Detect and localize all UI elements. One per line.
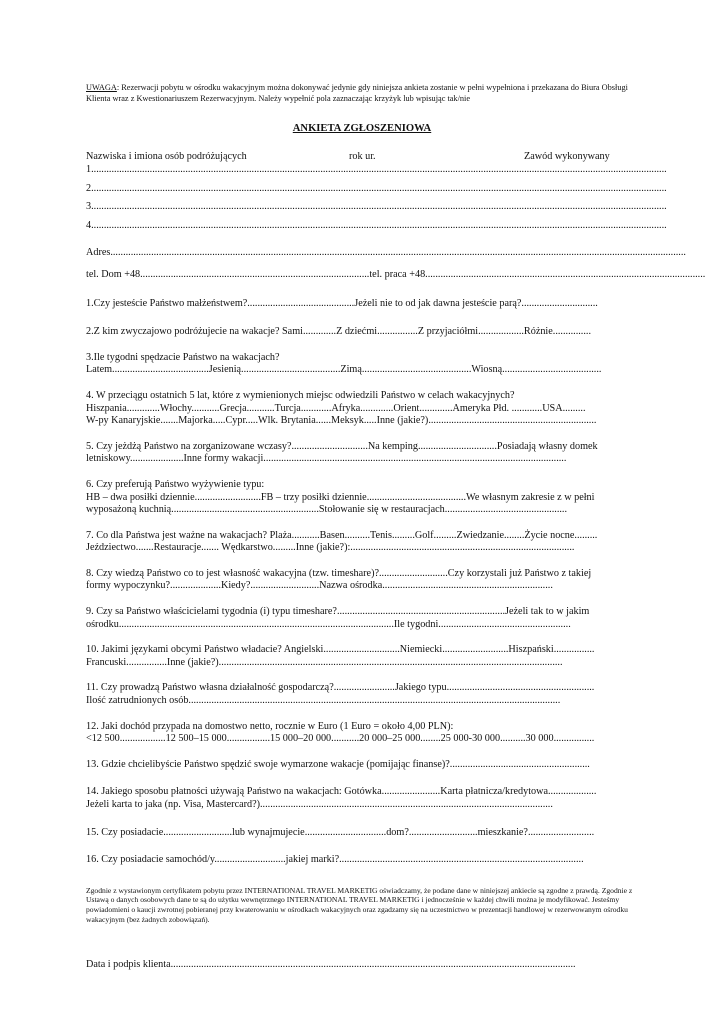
signature-field[interactable]: Data i podpis klienta............................................................................................................................................................... (86, 959, 576, 971)
disclaimer-text: Zgodnie z wystawionym certyfikatem pobytu przez INTERNATIONAL TRAVEL MARKETIG oświadczamy, że podane dane w niniejszej ankiecie są zgodne z prawdą. Zgodnie z Ustawą o danych osobowych dane te są do użytku wewnętrznego INTERNATIONAL TRAVEL MARKETIG i jednocześnie w każdej chwili można je modyfikować. Jesteśmy powiadomieni o kaucji zwrotnej pobieranej przy kwaterowaniu w ośrodkach wakacyjnych oraz zgadzamy się na uczestnictwo w prezentacji handlowej w rezerwowanym ośrodku wakacyjnym (bez żadnych zobowiązań). (86, 885, 633, 924)
question-line[interactable]: Francuski................Inne (jakie?)....................................................................................................................................... (86, 656, 563, 668)
question-13 (86, 759, 638, 772)
question-line[interactable]: wyposażoną kuchnią..........................................................Stołowanie się w restauracjach................................................ (86, 504, 568, 516)
question-line[interactable]: Jeździectwo.......Restauracje....... Wędkarstwo.........Inne (jakie?):........................................................................................ (86, 542, 575, 554)
form-page (86, 82, 706, 972)
question-8 (86, 568, 638, 593)
person-row-1[interactable]: 1.................................................................................................................................................................................................................................. (86, 164, 667, 175)
question-line[interactable]: 8. Czy wiedzą Państwo co to jest własność wakacyjna (tzw. timeshare)?...........................Czy korzystali już Państwo z takiej (86, 567, 592, 579)
question-line[interactable]: 14. Jakiego sposobu płatności używają Państwo na wakacjach: Gotówka.......................Karta płatnicza/kredytowa................... (86, 786, 597, 798)
question-line[interactable]: 5. Czy jeżdżą Państwo na zorganizowane wczasy?..............................Na kemping...............................Posiadają własny domek (86, 440, 598, 452)
question-12 (86, 721, 638, 746)
question-4 (86, 390, 638, 428)
person-row-2[interactable]: 2.................................................................................................................................................................................................................................. (86, 182, 667, 194)
question-line[interactable]: 2.Z kim zwyczajowo podróżujecie na wakacje? Sami.............Z dziećmi................Z przyjaciółmi..................Różnie............... (86, 326, 591, 338)
question-line[interactable]: 13. Gdzie chcielibyście Państwo spędzić swoje wymarzone wakacje (pomijając finanse)?....................................................... (86, 758, 590, 770)
question-line[interactable]: <12 500..................12 500–15 000.................15 000–20 000...........20 000–25 000........25 000-30 000..........30 000................ (86, 733, 595, 745)
question-10 (86, 644, 638, 669)
question-14 (86, 786, 638, 811)
form-title: ANKIETA ZGŁOSZENIOWA (292, 123, 432, 134)
question-line[interactable]: Jeżeli karta to jaka (np. Visa, Mastercard?)................................................................................................................... (86, 799, 553, 810)
question-6 (86, 479, 638, 517)
notice-body: : Rezerwacji pobytu w ośrodku wakacyjnym można dokonywać jedynie gdy niniejsza ankieta zostanie w pełni wypełniona i przekazana do Biura Obsługi Klienta wraz z Kwestionariuszem Rezerwacyjnym. Należy wypełnić pola zaznaczając krzyżyk lub wpisując tak/nie (86, 83, 628, 103)
question-line[interactable]: HB – dwa posiłki dziennie..........................FB – trzy posiłki dziennie.......................................We własnym zakresie z w pełni (86, 491, 595, 503)
question-line: 3.Ile tygodni spędzacie Państwo na wakacjach? (86, 351, 280, 363)
question-3 (86, 352, 638, 377)
notice-text (86, 82, 638, 104)
question-11 (86, 682, 638, 707)
question-line[interactable]: 9. Czy sa Państwo właścicielami tygodnia (i) typu timeshare?..................................................................Jeżeli tak to w jakim (86, 606, 590, 618)
question-16 (86, 854, 638, 867)
question-15 (86, 827, 638, 840)
address-field[interactable]: Adres.................................................................................................................................................................................................................................. (86, 247, 686, 259)
col-year-label: rok ur. (349, 151, 376, 162)
question-line[interactable]: 16. Czy posiadacie samochód/y............................jakiej marki?................................................................................................ (86, 854, 584, 866)
question-7 (86, 530, 638, 555)
person-row-3[interactable]: 3.................................................................................................................................................................................................................................. (86, 201, 667, 213)
question-9 (86, 606, 638, 631)
question-line[interactable]: 15. Czy posiadacie...........................lub wynajmujecie................................dom?...........................mieszkanie?.......................... (86, 826, 595, 838)
question-line: 4. W przeciągu ostatnich 5 lat, które z wymienionych miejsc odwiedzili Państwo w celach wakacyjnych? (86, 389, 515, 401)
phones-field[interactable]: tel. Dom +48..........................................................................................tel. praca +48.............................................................................................................. (86, 268, 706, 280)
question-line[interactable]: Hiszpania.............Włochy...........Grecja...........Turcja............Afryka.............Orient.............Ameryka Płd. ............USA......... (86, 402, 586, 414)
persons-header (86, 151, 638, 164)
col-job-label: Zawód wykonywany (524, 151, 610, 162)
question-line: 12. Jaki dochód przypada na domostwo netto, rocznie w Euro (1 Euro = około 4,00 PLN): (86, 720, 454, 732)
notice-prefix: UWAGA (86, 83, 117, 92)
question-line[interactable]: letniskowy.....................Inne formy wakacji....................................................................................................................... (86, 453, 567, 465)
question-line[interactable]: 11. Czy prowadzą Państwo własna działalność gospodarczą?........................Jakiego typu.......................................................... (86, 682, 595, 694)
question-line[interactable]: W-py Kanaryjskie.......Majorka.....Cypr.....Wlk. Brytania......Meksyk.....Inne (jakie?).................................................................. (86, 415, 597, 427)
col-names-label: Nazwiska i imiona osób podróżujących (86, 151, 247, 162)
question-1 (86, 298, 638, 311)
question-2 (86, 326, 638, 339)
question-5 (86, 441, 638, 466)
question-line[interactable]: 1.Czy jesteście Państwo małżeństwem?..........................................Jeżeli nie to od jak dawna jesteście parą?.............................. (86, 297, 598, 309)
question-line: 6. Czy preferują Państwo wyżywienie typu: (86, 478, 265, 490)
question-line[interactable]: 10. Jakimi językami obcymi Państwo władacie? Angielski..............................Niemiecki..........................Hiszpański................ (86, 644, 595, 656)
question-line[interactable]: ośrodku............................................................................................................Ile tygodni.................................................... (86, 618, 571, 630)
person-row-4[interactable]: 4.................................................................................................................................................................................................................................. (86, 219, 667, 231)
question-line[interactable]: 7. Co dla Państwa jest ważne na wakacjach? Plaża...........Basen..........Tenis.........Golf.........Zwiedzanie........Życie nocne......... (86, 529, 598, 541)
question-line[interactable]: formy wypoczynku?....................Kiedy?...........................Nazwa ośrodka................................................................... (86, 580, 553, 592)
question-line[interactable]: Ilość zatrudnionych osób.................................................................................................................................................. (86, 695, 561, 707)
question-line[interactable]: Latem......................................Jesienią.......................................Zimą...........................................Wiosną....................................... (86, 364, 602, 376)
